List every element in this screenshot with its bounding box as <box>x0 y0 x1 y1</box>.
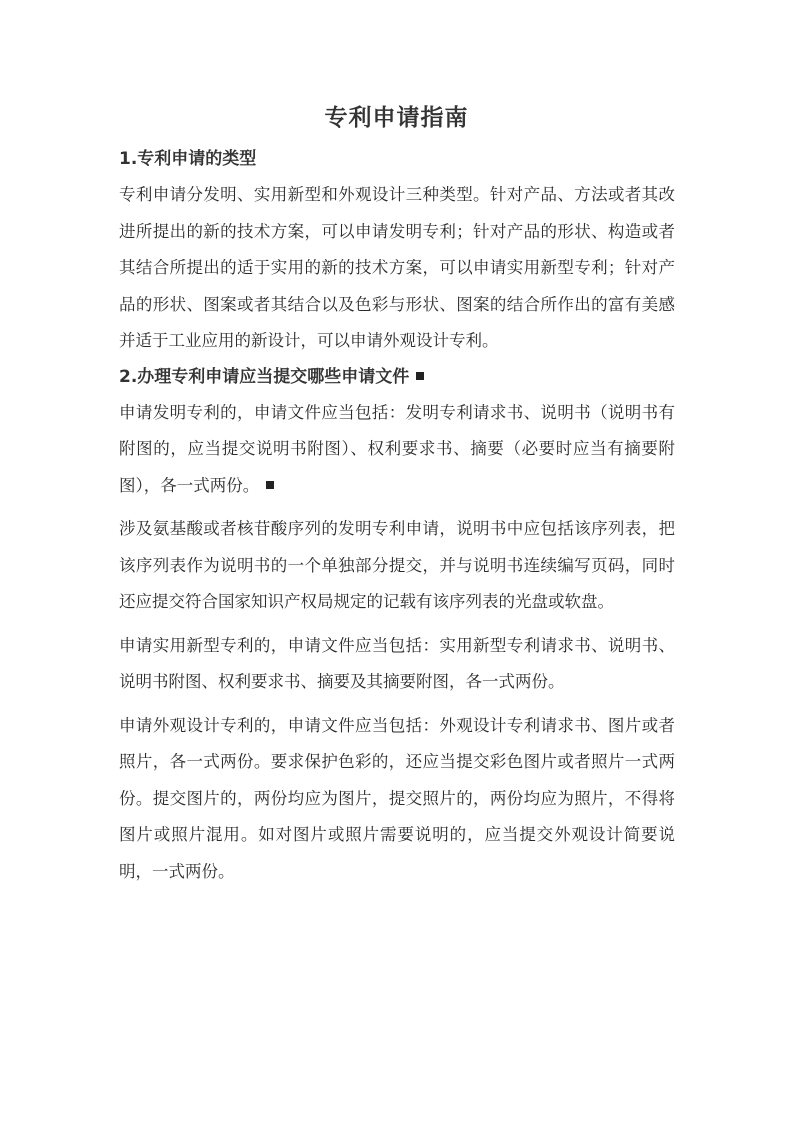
paragraph-types: 专利申请分发明、实用新型和外观设计三种类型。针对产品、方法或者其改进所提出的新的技术方案，可以申请发明专利；针对产品的形状、构造或者其结合所提出的适于实用的新的技术方案，可以申请实用新型专利；针对产品的形状、图案或者其结合以及色彩与形状、图案的结合所作出的富有美感并适于工业应用的新设计，可以申请外观设计专利。 <box>119 185 675 350</box>
document-title: 专利申请指南 <box>324 105 469 131</box>
paragraph-invention-text: 申请发明专利的，申请文件应当包括：发明专利请求书、说明书（说明书有附图的，应当提交说明书附图）、权利要求书、摘要（必要时应当有摘要附图），各一式两份。 <box>119 402 675 495</box>
section-heading-documents-text: 2.办理专利申请应当提交哪些申请文件 <box>119 366 410 387</box>
square-bullet-icon <box>416 372 424 380</box>
document-body <box>119 144 675 890</box>
square-bullet-icon <box>266 481 274 489</box>
paragraph-utility: 申请实用新型专利的，申请文件应当包括：实用新型专利请求书、说明书、说明书附图、权利要求书、摘要及其摘要附图，各一式两份。 <box>119 635 675 691</box>
paragraph-design: 申请外观设计专利的，申请文件应当包括：外观设计专利请求书、图片或者照片，各一式两份。要求保护色彩的，还应当提交彩色图片或者照片一式两份。提交图片的，两份均应为图片，提交照片的，两份均应为照片，不得将图片或照片混用。如对图片或照片需要说明的，应当提交外观设计简要说明，一式两份。 <box>119 715 675 881</box>
section-heading-documents <box>119 362 675 392</box>
paragraph-invention <box>119 395 675 505</box>
paragraph-sequence: 涉及氨基酸或者核苷酸序列的发明专利申请，说明书中应包括该序列表，把该序列表作为说明书的一个单独部分提交，并与说明书连续编写页码，同时还应提交符合国家知识产权局规定的记载有该序列表的光盘或软盘。 <box>119 519 675 611</box>
section-heading-types: 1.专利申请的类型 <box>119 149 257 169</box>
